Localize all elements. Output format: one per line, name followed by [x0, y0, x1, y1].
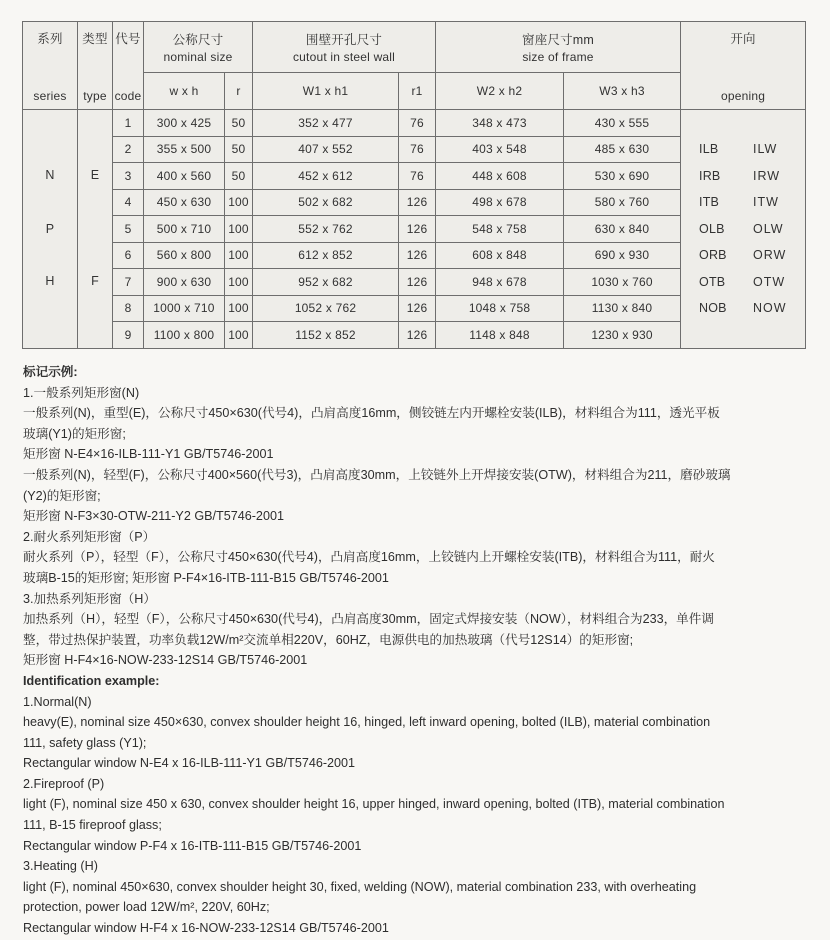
note-line: protection, power load 12W/m², 220V, 60Hz; — [23, 900, 270, 915]
cell-wxh: 300 x 425 — [144, 110, 225, 137]
note-line: (Y2)的矩形窗; — [23, 488, 101, 503]
type-cell — [78, 110, 113, 349]
cell-w3h3: 630 x 840 — [564, 216, 681, 243]
cell-w2h2: 1148 x 848 — [436, 322, 564, 349]
cell-code: 6 — [113, 242, 144, 269]
subheader-w3h3: W3 x h3 — [564, 73, 681, 110]
note-line: light (F), nominal size 450 x 630, convex shoulder height 16, upper hinged, inward opening, bolted (ITB), material combination — [23, 797, 725, 812]
note-line: 玻璃B-15的矩形窗; 矩形窗 P-F4×16-ITB-111-B15 GB/T5746-2001 — [23, 570, 389, 585]
note-line: 1.一般系列矩形窗(N) — [23, 385, 140, 400]
cell-wxh: 500 x 710 — [144, 216, 225, 243]
cell-r: 100 — [225, 269, 253, 296]
subheader-wxh: w x h — [144, 73, 225, 110]
cell-wxh: 450 x 630 — [144, 189, 225, 216]
note-line: 1.Normal(N) — [23, 694, 92, 709]
note-line: 3.Heating (H) — [23, 859, 98, 874]
cell-wxh: 560 x 800 — [144, 242, 225, 269]
series-N: N — [45, 168, 55, 183]
cell-w3h3: 530 x 690 — [564, 163, 681, 190]
cell-code: 8 — [113, 295, 144, 322]
cell-r: 100 — [225, 189, 253, 216]
header-opening — [681, 22, 806, 110]
subheader-w2h2: W2 x h2 — [436, 73, 564, 110]
cell-w1h1: 552 x 762 — [253, 216, 399, 243]
cell-r1: 126 — [399, 269, 436, 296]
header-nominal-en: nominal size — [163, 50, 233, 64]
cell-w1h1: 502 x 682 — [253, 189, 399, 216]
header-code-zh: 代号 — [115, 31, 141, 46]
cell-w2h2: 608 x 848 — [436, 242, 564, 269]
note-line: 111, B-15 fireproof glass; — [23, 818, 162, 833]
cell-w2h2: 498 x 678 — [436, 189, 564, 216]
note-line: light (F), nominal 450×630, convex shoulder height 30, fixed, welding (NOW), material combination 233, with overheating — [23, 879, 697, 894]
cell-r1: 126 — [399, 295, 436, 322]
opening-code-row: OLB OLW — [699, 221, 784, 236]
cell-wxh: 355 x 500 — [144, 136, 225, 163]
cell-w3h3: 1130 x 840 — [564, 295, 681, 322]
opening-code-row: NOB NOW — [699, 301, 787, 316]
cell-w3h3: 1230 x 930 — [564, 322, 681, 349]
note-line: 2.耐火系列矩形窗（P） — [23, 529, 156, 544]
header-frame-en: size of frame — [522, 50, 594, 64]
cell-wxh: 1100 x 800 — [144, 322, 225, 349]
series-H: H — [45, 274, 55, 288]
cell-code: 4 — [113, 189, 144, 216]
note-line: 3.加热系列矩形窗（H） — [23, 591, 156, 606]
header-code — [113, 22, 144, 110]
header-opening-en: opening — [720, 88, 766, 103]
type-E: E — [90, 168, 100, 183]
cell-r: 50 — [225, 136, 253, 163]
note-line: 一般系列(N)，轻型(F)，公称尺寸400×560(代号3)，凸肩高度30mm，上铰链外上开焊接安装(OTW)，材料组合为211，磨砂玻璃 — [23, 467, 731, 482]
cell-w2h2: 548 x 758 — [436, 216, 564, 243]
cell-r: 100 — [225, 322, 253, 349]
header-cutout-en: cutout in steel wall — [292, 50, 396, 64]
table-header-row-1 — [23, 22, 806, 73]
cell-code: 3 — [113, 163, 144, 190]
type-F: F — [91, 274, 99, 288]
cell-r: 100 — [225, 242, 253, 269]
cell-r1: 126 — [399, 242, 436, 269]
cell-w3h3: 430 x 555 — [564, 110, 681, 137]
notes-section — [23, 362, 811, 939]
note-line: Rectangular window H-F4 x 16-NOW-233-12S14 GB/T5746-2001 — [23, 921, 389, 936]
note-line: heavy(E), nominal size 450×630, convex shoulder height 16, hinged, left inward opening, bolted (ILB), material combination — [23, 715, 711, 730]
header-frame-size — [436, 22, 681, 73]
header-series — [23, 22, 78, 110]
opening-code-row: OTB OTW — [699, 274, 786, 289]
notes-zh-title: 标记示例: — [23, 365, 78, 379]
subheader-r1: r1 — [399, 73, 436, 110]
note-line: 加热系列（H），轻型（F），公称尺寸450×630(代号4)，凸肩高度30mm，固定式焊接安装（NOW），材料组合为233，单件调 — [23, 612, 714, 627]
cell-r: 50 — [225, 110, 253, 137]
cell-w3h3: 485 x 630 — [564, 136, 681, 163]
cell-w2h2: 348 x 473 — [436, 110, 564, 137]
cell-r: 100 — [225, 295, 253, 322]
header-cutout — [253, 22, 436, 73]
header-cutout-zh: 围壁开孔尺寸 — [305, 33, 383, 47]
cell-r: 100 — [225, 216, 253, 243]
header-frame-zh: 窗座尺寸mm — [522, 33, 595, 47]
note-line: 矩形窗 H-F4×16-NOW-233-12S14 GB/T5746-2001 — [23, 653, 308, 668]
cell-code: 1 — [113, 110, 144, 137]
cell-w1h1: 407 x 552 — [253, 136, 399, 163]
subheader-w1h1: W1 x h1 — [253, 73, 399, 110]
note-line: 111, safety glass (Y1); — [23, 735, 147, 750]
cell-w2h2: 403 x 548 — [436, 136, 564, 163]
cell-wxh: 400 x 560 — [144, 163, 225, 190]
note-line: 整，带过热保护装置，功率负载12W/m²交流单相220V，60HZ，电源供电的加热玻璃（代号12S14）的矩形窗; — [23, 632, 634, 647]
header-type-zh: 类型 — [82, 31, 108, 46]
table-row — [23, 110, 806, 137]
cell-r1: 76 — [399, 136, 436, 163]
header-nominal-size — [144, 22, 253, 73]
cell-code: 9 — [113, 322, 144, 349]
cell-r1: 126 — [399, 322, 436, 349]
series-cell — [23, 110, 78, 349]
note-line: 矩形窗 N-F3×30-OTW-211-Y2 GB/T5746-2001 — [23, 509, 284, 524]
cell-w3h3: 1030 x 760 — [564, 269, 681, 296]
series-P: P — [45, 221, 55, 236]
cell-r1: 76 — [399, 163, 436, 190]
cell-code: 5 — [113, 216, 144, 243]
header-nominal-zh: 公称尺寸 — [172, 33, 224, 47]
cell-w1h1: 1052 x 762 — [253, 295, 399, 322]
header-series-zh: 系列 — [37, 31, 63, 46]
cell-w1h1: 352 x 477 — [253, 110, 399, 137]
cell-r: 50 — [225, 163, 253, 190]
cell-w3h3: 580 x 760 — [564, 189, 681, 216]
cell-r1: 76 — [399, 110, 436, 137]
header-type-en: type — [83, 88, 107, 103]
subheader-r: r — [225, 73, 253, 110]
header-type — [78, 22, 113, 110]
note-line: Rectangular window P-F4 x 16-ITB-111-B15 GB/T5746-2001 — [23, 838, 362, 853]
notes-en-title: Identification example: — [23, 673, 160, 688]
cell-wxh: 900 x 630 — [144, 269, 225, 296]
note-line: 玻璃(Y1)的矩形窗; — [23, 426, 126, 441]
opening-code-row: IRB IRW — [699, 168, 781, 183]
note-line: 耐火系列（P），轻型（F），公称尺寸450×630(代号4)，凸肩高度16mm，上铰链内上开螺栓安装(ITB)，材料组合为111，耐火 — [23, 550, 715, 565]
cell-code: 7 — [113, 269, 144, 296]
cell-r1: 126 — [399, 189, 436, 216]
opening-code-row: ITB ITW — [699, 195, 779, 210]
opening-code-row: ORB ORW — [699, 248, 787, 263]
cell-w1h1: 452 x 612 — [253, 163, 399, 190]
note-line: Rectangular window N-E4 x 16-ILB-111-Y1 GB/T5746-2001 — [23, 756, 356, 771]
window-spec-table — [22, 21, 806, 349]
cell-code: 2 — [113, 136, 144, 163]
cell-w2h2: 448 x 608 — [436, 163, 564, 190]
cell-w2h2: 1048 x 758 — [436, 295, 564, 322]
header-series-en: series — [33, 88, 67, 103]
header-opening-zh: 开向 — [730, 31, 756, 46]
cell-w3h3: 690 x 930 — [564, 242, 681, 269]
header-code-en: code — [114, 88, 142, 103]
note-line: 矩形窗 N-E4×16-ILB-111-Y1 GB/T5746-2001 — [23, 447, 274, 462]
cell-r1: 126 — [399, 216, 436, 243]
note-line: 一般系列(N)，重型(E)，公称尺寸450×630(代号4)，凸肩高度16mm，侧铰链左内开螺栓安装(ILB)，材料组合为111，透光平板 — [23, 406, 720, 421]
note-line: 2.Fireproof (P) — [23, 776, 105, 791]
cell-w1h1: 1152 x 852 — [253, 322, 399, 349]
cell-w2h2: 948 x 678 — [436, 269, 564, 296]
cell-wxh: 1000 x 710 — [144, 295, 225, 322]
opening-code-row: ILB ILW — [699, 142, 778, 157]
cell-w1h1: 612 x 852 — [253, 242, 399, 269]
opening-cell — [681, 110, 806, 349]
cell-w1h1: 952 x 682 — [253, 269, 399, 296]
